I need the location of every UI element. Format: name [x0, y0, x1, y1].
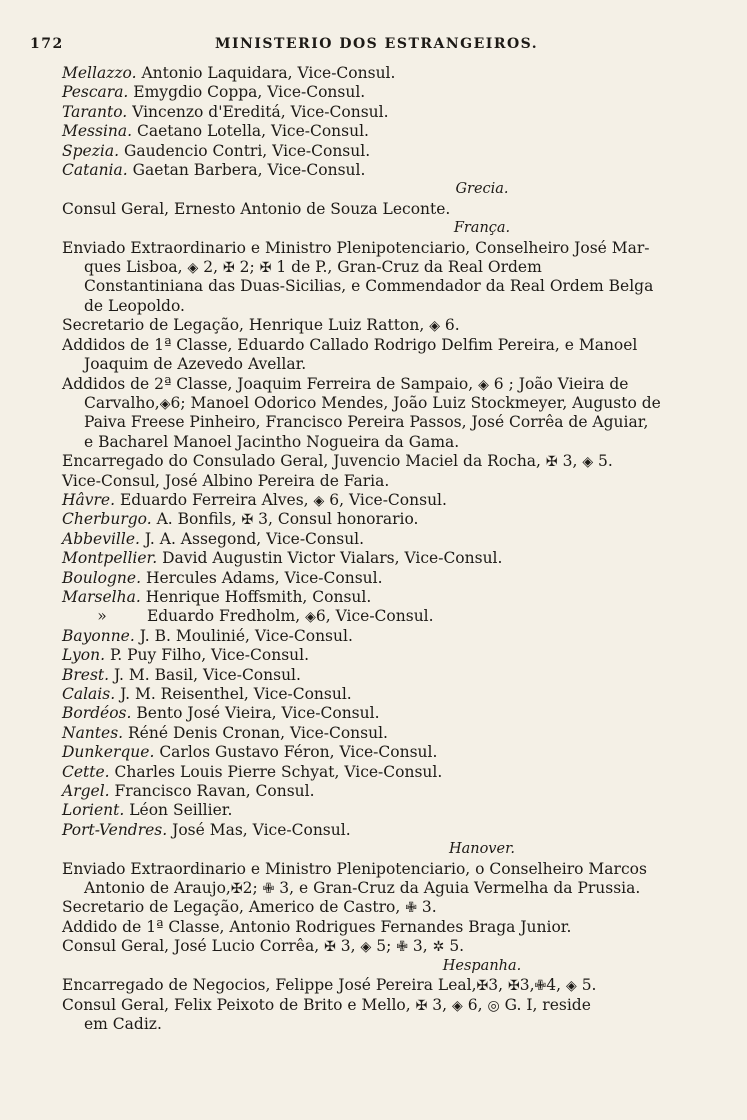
order-cross-icon: ✠	[241, 512, 254, 529]
list-item	[62, 142, 712, 161]
entry-text: Gaetan Barbera, Vice-Consul.	[132, 161, 366, 180]
list-item	[62, 996, 712, 1015]
entry-text: 3,	[562, 452, 578, 471]
list-item	[62, 937, 712, 956]
entry-text: 3,	[340, 937, 356, 956]
entry-text: David Augustin Victor Vialars, Vice-Consul.	[162, 549, 503, 568]
list-item	[62, 510, 712, 529]
order-star-icon: ◈	[159, 395, 171, 412]
list-item	[62, 316, 712, 335]
entry-text: Carvalho,	[84, 393, 160, 412]
entry-text: Consul Geral, Felix Peixoto de Brito e Mello,	[62, 995, 411, 1014]
entry-text: Léon Seillier.	[129, 801, 233, 820]
entry-text: 6 ; João Vieira de	[493, 374, 629, 393]
entry-text: 2;	[242, 879, 258, 898]
city-name: Lyon.	[62, 646, 106, 665]
city-name: Pescara.	[62, 83, 129, 102]
entry-text: Encarregado do Consulado Geral, Juvencio Maciel da Rocha,	[62, 452, 541, 471]
list-item	[62, 724, 712, 743]
entry-text: A. Bonfils,	[156, 510, 237, 529]
entry-text: 3,	[488, 976, 504, 995]
entry-text: Secretario de Legação, Americo de Castro,	[62, 898, 401, 917]
list-item	[62, 588, 712, 607]
list-item	[62, 976, 712, 995]
order-star-icon: ◈	[478, 376, 489, 393]
list-item	[62, 879, 712, 898]
entry-text: Addidos de 1ª Classe, Eduardo Callado Rodrigo Delfim Pereira, e Manoel	[62, 335, 638, 354]
order-cross-icon: ✠	[476, 978, 489, 995]
order-cross-icon: ✠	[415, 997, 428, 1014]
city-name: Port-Vendres.	[62, 820, 168, 839]
order-crown-icon: ✙	[534, 978, 547, 995]
city-name: Bayonne.	[62, 626, 135, 645]
entry-text: Paiva Freese Pinheiro, Francisco Pereira Passos, José Corrêa de Aguiar,	[84, 413, 649, 432]
city-name: Cette.	[62, 762, 110, 781]
entry-text: Emygdio Coppa, Vice-Consul.	[133, 83, 366, 102]
section-heading-grecia: Grecia.	[455, 181, 509, 198]
city-name: Boulogne.	[62, 568, 141, 587]
list-item	[62, 258, 712, 277]
list-item	[62, 685, 712, 704]
order-star-icon: ◈	[360, 939, 372, 956]
entry-text: 5.	[449, 937, 465, 956]
entry-text: Hercules Adams, Vice-Consul.	[145, 568, 383, 587]
city-name: Taranto.	[62, 102, 128, 121]
entry-text: J. M. Reisenthel, Vice-Consul.	[120, 685, 352, 703]
city-name: Lorient.	[62, 801, 125, 820]
list-item	[62, 530, 712, 549]
order-crown-icon: ✙	[396, 939, 408, 956]
list-item: Consul Geral, Ernesto Antonio de Souza Leconte.	[62, 199, 451, 218]
list-item	[62, 743, 712, 762]
list-item	[62, 549, 712, 568]
entry-text: P. Puy Filho, Vice-Consul.	[109, 646, 310, 665]
section-heading-hanover: Hanover.	[448, 841, 516, 858]
entry-text: 3,	[412, 937, 428, 956]
order-cross-icon: ✠	[222, 260, 235, 277]
list-item	[62, 161, 712, 180]
list-item	[62, 64, 712, 83]
page-number: 172	[30, 36, 64, 52]
city-name: Dunkerque.	[62, 743, 155, 762]
order-cross-icon: ✠	[324, 939, 336, 956]
list-item	[62, 375, 712, 394]
entry-text: José Mas, Vice-Consul.	[172, 820, 351, 839]
order-star-icon: ◈	[305, 609, 316, 626]
entry-text: 5.	[598, 452, 613, 471]
list-item	[62, 569, 712, 588]
entry-text: de Leopoldo.	[84, 296, 185, 315]
entry-text: 3.	[421, 898, 437, 917]
order-crown-icon: ✙	[262, 881, 275, 898]
entry-text: Antonio de Araujo,	[84, 879, 231, 898]
entry-text: Gaudencio Contri, Vice-Consul.	[123, 141, 371, 160]
entry-text: 2,	[203, 258, 219, 277]
list-item: Addido de 1ª Classe, Antonio Rodrigues Fernandes Braga Junior.	[62, 917, 572, 936]
entry-text: e Bacharel Manoel Jacintho Nogueira da Gama.	[84, 432, 460, 451]
city-name: Brest.	[62, 665, 110, 684]
section-heading-franca: França.	[453, 220, 511, 237]
entry-text: 4,	[546, 976, 562, 995]
city-name: Hâvre.	[62, 490, 116, 509]
list-item	[62, 491, 712, 510]
list-item	[62, 394, 712, 413]
entry-text: Joaquim de Azevedo Avellar.	[84, 355, 307, 374]
city-name: Catania.	[62, 161, 128, 180]
city-name: Marselha.	[62, 587, 141, 606]
entry-text: 1 de P., Gran-Cruz da Real Ordem	[276, 258, 542, 277]
entry-text: Enviado Extraordinario e Ministro Plenipotenciario, Conselheiro José Mar-	[62, 238, 650, 257]
city-name: Calais.	[62, 685, 116, 703]
city-name: Nantes.	[62, 723, 124, 742]
list-item	[62, 607, 712, 626]
ditto-mark: »	[97, 607, 107, 626]
list-item	[62, 103, 712, 122]
order-star-icon: ◈	[582, 454, 594, 471]
entry-text: 3, Consul honorario.	[258, 510, 419, 529]
list-item	[62, 801, 712, 820]
order-cross-icon: ✠	[230, 881, 243, 898]
entry-text: Consul Geral, José Lucio Corrêa,	[62, 937, 320, 956]
entry-text: G. I, reside	[504, 995, 591, 1014]
list-item	[62, 821, 712, 840]
order-star-icon: ◈	[452, 997, 463, 1014]
list-item	[62, 898, 712, 917]
entry-text: J. M. Basil, Vice-Consul.	[114, 665, 301, 684]
running-title: MINISTERIO DOS ESTRANGEIROS.	[215, 36, 539, 52]
order-circle-icon: ◎	[487, 997, 500, 1014]
entry-text: J. A. Assegond, Vice-Consul.	[144, 529, 365, 548]
entry-text: 6, Vice-Consul.	[315, 607, 434, 626]
page-header	[30, 36, 720, 60]
order-star-icon: ◈	[313, 492, 325, 509]
entry-text: Réné Denis Cronan, Vice-Consul.	[128, 723, 388, 742]
order-star-icon: ◈	[187, 260, 199, 277]
order-star-icon: ◈	[429, 318, 440, 335]
order-crown-icon: ✙	[405, 900, 417, 917]
entry-text: Secretario de Legação, Henrique Luiz Ratton,	[62, 316, 425, 335]
list-item: Vice-Consul, José Albino Pereira de Faria.	[62, 471, 390, 490]
entry-text: 6,	[467, 995, 483, 1014]
entry-text: Bento José Vieira, Vice-Consul.	[136, 704, 380, 723]
entry-text: Carlos Gustavo Féron, Vice-Consul.	[159, 743, 438, 762]
entry-text: Caetano Lotella, Vice-Consul.	[137, 122, 369, 141]
order-cross-icon: ✠	[545, 454, 558, 471]
order-x-icon: ✲	[432, 939, 445, 956]
city-name: Messina.	[62, 122, 133, 141]
list-item	[62, 704, 712, 723]
list-item	[62, 83, 712, 102]
city-name: Argel.	[62, 782, 110, 801]
entry-text: Henrique Hoffsmith, Consul.	[145, 587, 372, 606]
entry-text: 6, Vice-Consul.	[329, 490, 447, 509]
entry-text: 3, e Gran-Cruz da Aguia Vermelha da Prussia.	[279, 879, 641, 898]
city-name: Montpellier.	[62, 549, 158, 568]
order-star-icon: ◈	[565, 978, 577, 995]
list-item	[62, 782, 712, 801]
list-item	[62, 646, 712, 665]
entry-text: ques Lisboa,	[84, 258, 183, 277]
list-item	[62, 666, 712, 685]
entry-text: 5.	[581, 976, 597, 995]
entry-text: 3,	[432, 995, 448, 1014]
city-name: Cherburgo.	[62, 510, 152, 529]
entry-text: Eduardo Fredholm,	[146, 607, 301, 626]
entry-text: 3,	[519, 976, 535, 995]
entry-text: 6; Manoel Odorico Mendes, João Luiz Stockmeyer, Augusto de	[170, 393, 661, 412]
city-name: Mellazzo.	[62, 64, 137, 82]
entry-text: Francisco Ravan, Consul.	[114, 782, 315, 801]
entry-text: Eduardo Ferreira Alves,	[119, 490, 309, 509]
list-item	[62, 122, 712, 141]
section-heading-hespanha: Hespanha.	[442, 957, 522, 974]
entry-text: Vincenzo d'Ereditá, Vice-Consul.	[132, 102, 389, 121]
city-name: Bordéos.	[62, 704, 132, 723]
entry-text: Antonio Laquidara, Vice-Consul.	[141, 64, 396, 82]
city-name: Abbeville.	[62, 529, 140, 548]
entry-text: Charles Louis Pierre Schyat, Vice-Consul.	[114, 762, 443, 781]
entry-text: 6.	[444, 316, 460, 335]
city-name: Spezia.	[62, 141, 120, 160]
entry-text: Enviado Extraordinario e Ministro Plenipotenciario, o Conselheiro Marcos	[62, 859, 647, 878]
list-item	[62, 763, 712, 782]
entry-text: Addidos de 2ª Classe, Joaquim Ferreira de Sampaio,	[62, 374, 474, 393]
order-cross-icon: ✠	[507, 978, 520, 995]
entry-text: 2;	[239, 258, 255, 277]
order-cross-icon: ✠	[259, 260, 272, 277]
entry-text: J. B. Moulinié, Vice-Consul.	[139, 626, 353, 645]
entry-text: 5;	[376, 937, 392, 956]
entry-text: Constantiniana das Duas-Sicilias, e Commendador da Real Ordem Belga	[84, 277, 654, 296]
entry-text: Encarregado de Negocios, Felippe José Pereira Leal,	[62, 976, 477, 995]
list-item	[62, 627, 712, 646]
page-body	[62, 64, 712, 1034]
list-item	[62, 452, 712, 471]
entry-text: em Cadiz.	[84, 1014, 162, 1033]
